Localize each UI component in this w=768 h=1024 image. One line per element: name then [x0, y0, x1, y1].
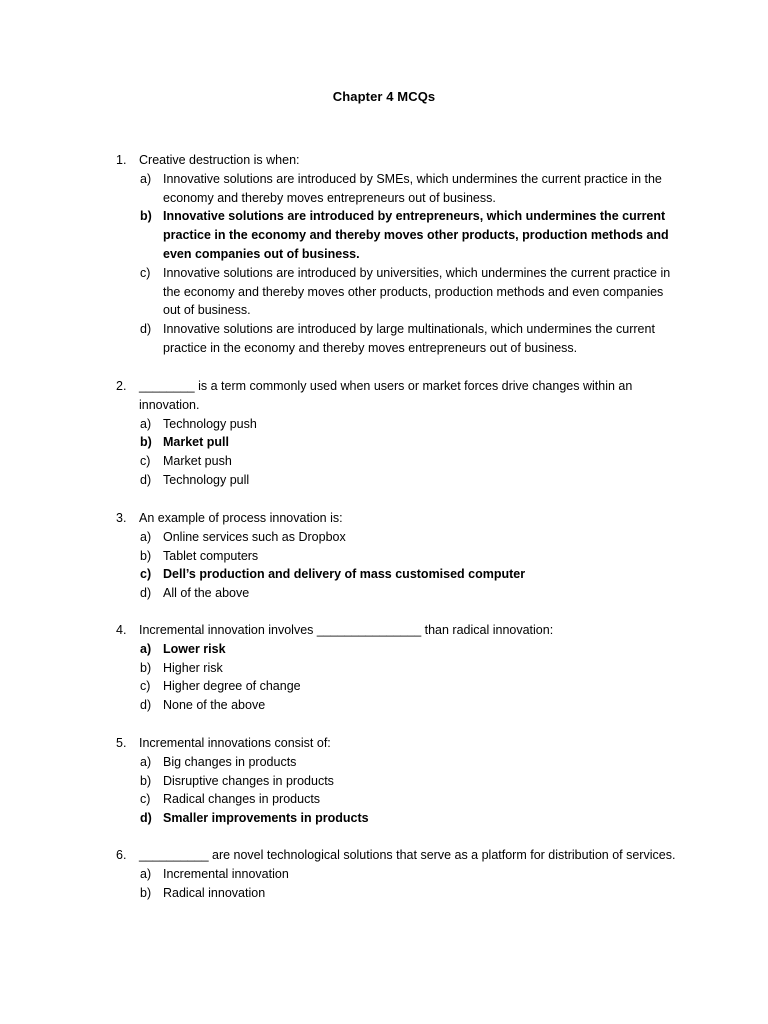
question-text: ________ is a term commonly used when users or market forces drive changes within an innovation. [139, 379, 633, 412]
option-d [116, 584, 676, 603]
option-text: Big changes in products [163, 754, 297, 769]
option-text: Disruptive changes in products [163, 773, 334, 788]
question-5 [116, 734, 676, 828]
option-text: Tablet computers [163, 548, 259, 563]
option-text: Online services such as Dropbox [163, 529, 346, 544]
option-c [116, 452, 676, 471]
question-2 [116, 377, 676, 490]
question-3-stem [116, 509, 676, 528]
option-text: Innovative solutions are introduced by large multinationals, which undermines the current practice in the economy and thereby moves entrepreneurs out of business. [163, 322, 655, 355]
option-letter: a) [140, 641, 152, 656]
question-1-stem [116, 151, 676, 170]
question-4-stem [116, 621, 676, 640]
option-d [116, 320, 676, 358]
option-letter: c) [140, 454, 151, 469]
option-text: Higher degree of change [163, 679, 301, 694]
page-title: Chapter 4 MCQs [332, 89, 436, 104]
option-text: Innovative solutions are introduced by entrepreneurs, which undermines the current practice in the economy and thereby moves other products, production methods and even companies out of business. [163, 209, 669, 261]
option-letter: a) [140, 416, 152, 431]
option-text: None of the above [163, 698, 266, 713]
option-a [116, 753, 676, 772]
option-text: All of the above [163, 586, 250, 601]
option-b [116, 433, 676, 452]
option-text: Lower risk [163, 641, 226, 656]
option-letter: a) [140, 866, 152, 881]
question-number: 6. [116, 848, 127, 862]
option-letter: c) [140, 792, 151, 807]
option-letter: b) [140, 548, 152, 563]
option-letter: b) [140, 885, 152, 900]
option-b [116, 884, 676, 903]
option-text: Incremental innovation [163, 866, 289, 881]
question-text: __________ are novel technological solutions that serve as a platform for distribution of services. [139, 848, 676, 862]
option-letter: b) [140, 435, 152, 450]
option-b [116, 772, 676, 791]
question-6-stem [116, 846, 676, 865]
question-number: 5. [116, 736, 127, 750]
question-3 [116, 509, 676, 603]
option-text: Radical changes in products [163, 792, 321, 807]
option-a [116, 528, 676, 547]
option-text: Market pull [163, 435, 229, 450]
option-text: Technology pull [163, 472, 250, 487]
question-5-stem [116, 734, 676, 753]
question-number: 4. [116, 623, 127, 637]
option-a [116, 415, 676, 434]
option-c [116, 264, 676, 320]
option-c [116, 565, 676, 584]
option-letter: b) [140, 660, 152, 675]
option-a [116, 865, 676, 884]
option-c [116, 790, 676, 809]
option-letter: a) [140, 754, 152, 769]
question-text: Creative destruction is when: [139, 153, 300, 167]
question-2-stem [116, 377, 676, 415]
option-letter: a) [140, 171, 152, 186]
option-b [116, 659, 676, 678]
option-letter: c) [140, 265, 151, 280]
question-number: 3. [116, 511, 127, 525]
option-text: Smaller improvements in products [163, 811, 369, 826]
option-text: Innovative solutions are introduced by SMEs, which undermines the current practice in the economy and thereby moves entrepreneurs out of business. [163, 171, 662, 205]
option-text: Technology push [163, 416, 257, 431]
option-a [116, 170, 676, 208]
option-letter: c) [140, 567, 152, 582]
option-text: Dell’s production and delivery of mass customised computer [163, 567, 526, 582]
option-text: Radical innovation [163, 885, 266, 900]
option-c [116, 677, 676, 696]
option-letter: d) [140, 322, 152, 337]
option-text: Innovative solutions are introduced by universities, which undermines the current practice in the economy and thereby moves other products, production methods and even companies out of business. [163, 265, 671, 318]
option-letter: b) [140, 209, 152, 224]
option-a [116, 640, 676, 659]
question-number: 2. [116, 379, 127, 393]
option-letter: b) [140, 773, 152, 788]
option-b [116, 207, 676, 263]
option-letter: d) [140, 586, 152, 601]
question-text: Incremental innovations consist of: [139, 736, 331, 750]
question-number: 1. [116, 153, 127, 167]
question-6 [116, 846, 676, 902]
question-text: Incremental innovation involves _______________ than radical innovation: [139, 623, 554, 637]
option-letter: c) [140, 679, 151, 694]
option-letter: d) [140, 698, 152, 713]
option-letter: d) [140, 472, 152, 487]
option-d [116, 696, 676, 715]
option-d [116, 471, 676, 490]
option-text: Market push [163, 454, 232, 469]
option-d [116, 809, 676, 828]
question-4 [116, 621, 676, 715]
option-b [116, 547, 676, 566]
option-letter: d) [140, 811, 152, 826]
question-1 [116, 151, 676, 358]
option-letter: a) [140, 529, 152, 544]
question-text: An example of process innovation is: [139, 511, 343, 525]
option-text: Higher risk [163, 660, 223, 675]
